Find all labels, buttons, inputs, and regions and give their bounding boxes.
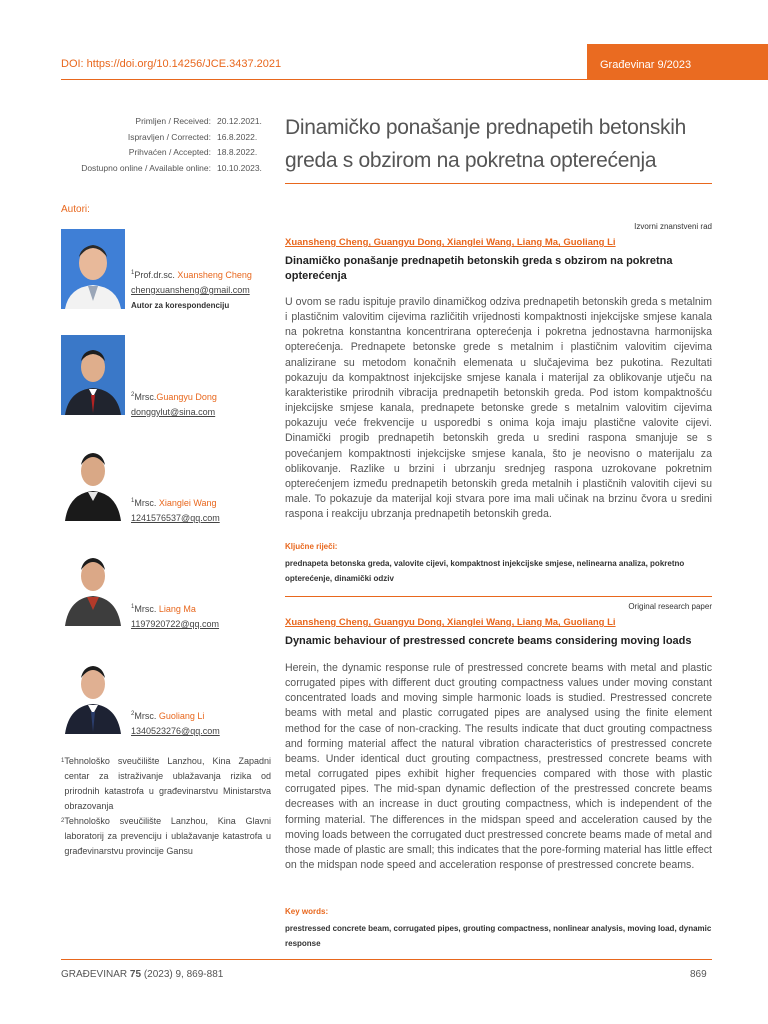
keywords-en: prestressed concrete beam, corrugated pipes, grouting compactness, nonlinear analysis, moving load, dynamic response — [285, 924, 712, 948]
article-type-hr: Izvorni znanstveni rad — [634, 222, 712, 231]
date-corrected: Ispravljen / Corrected: 16.8.2022. — [127, 131, 258, 142]
author-info-5: $^2$Mrsc. Guoliang Li 1340523276@qq.com — [131, 707, 220, 739]
abstract-en: Herein, the dynamic response rule of prestressed concrete beams with metal and plastic corrugated pipes with different duct grouting compactness values under moving constant concentrated loads and moving simple harmonic loads is studied. Prestressed concrete beams with metal and plastic corrugated pipes are analysed using the finite element method for the case of non-cracking. The results indicate that duct grouting compactness and forming material affect the natural vibration characteristics of prestressed concrete beams. Under identical duct grouting compactness, prestressed concrete beams with metal corrugated pipes exhibit higher frequencies compared with those with plastic corrugated pipes. The mid-span dynamic deflection of the prestressed concrete beams decreases with an increase in duct grouting compactness, which is independent of the forming material. The differences in the midspan speed and acceleration caused by the moving loads between the corrugated duct prestressed concrete beams made of metal and those made of plastic are small; this indicates that the pore-forming material has little effect on the midspan node speed and acceleration response of prestressed concrete beams. — [285, 662, 712, 872]
author-name: Guoliang Li — [158, 711, 205, 721]
section-divider — [285, 596, 712, 597]
keywords-heading-en: Key words: — [285, 907, 329, 916]
author-name: Guangyu Dong — [156, 392, 217, 402]
author-name: Liang Ma — [158, 604, 196, 614]
author-info-1: $^1$Prof.dr.sc. Xuansheng Cheng chengxuansheng@gmail.com Autor za korespondenciju — [131, 266, 252, 313]
journal-issue-tab: Građevinar 9/2023 — [587, 44, 768, 80]
author-email[interactable]: chengxuansheng@gmail.com — [131, 285, 250, 295]
author-email[interactable]: 1241576537@qq.com — [131, 513, 220, 523]
affiliation-2: 2 Tehnološko sveučilište Lanzhou, Kina Glavni laboratorij za prevenciju i ublažavanje katastrofa u građevinarstvu provincije Gansu — [61, 816, 271, 856]
date-online: Dostupno online / Available online: 10.10.2023. — [81, 162, 262, 173]
authors-line-hr[interactable]: Xuansheng Cheng, Guangyu Dong, Xianglei Wang, Liang Ma, Guoliang Li — [285, 237, 616, 248]
doi-link[interactable]: DOI: https://doi.org/10.14256/JCE.3437.2021 — [61, 58, 282, 70]
author-photo-wang — [61, 441, 125, 521]
author-name: Xuansheng Cheng — [177, 270, 252, 280]
corresponding-author-note: Autor za korespondenciju — [131, 301, 230, 310]
footer-divider — [61, 959, 712, 960]
title-divider — [285, 183, 712, 184]
page-title: Dinamičko ponašanje prednapetih betonskih greda s obzirom na pokretna opterećenja — [285, 116, 686, 172]
author-info-3: $^1$Mrsc. Xianglei Wang 1241576537@qq.com — [131, 494, 220, 526]
header-divider — [61, 79, 587, 80]
abstract-hr: U ovom se radu ispituje pravilo dinamičkog odziva prednapetih betonskih greda s metalnim i plastičnim valovitim cijevima različitih vrijednosti kompaktnosti injekcijske smjese kanala na pokretna konstantna koncentrirana opterećenja i pokretna jednostavna harmonijska opterećenja. Prednapete betonske grede s metalnim i plastičnim valovitim cijevima analizirane su metodom konačnih elemenata u slučajevima bez pukotina. Rezultati pokazuju da kompaktnost injekcijske smjese kanala i materijal za oblikovanje utječu na karakteristike prirodnih vibracija prednapetih betonskih greda. Pod istom kompaktnošću injekcijske smjese kanala, prednapete betonske grede s metalnim valovitim cijevima pokazuju veće frekvencije u usporedbi s onima koja imaju plastične valovite cijevi. Dinamički progib prednapetih betonskih greda u sredini raspona smanjuje se s povećanjem kompaktnosti injekcijske smjese kanala, što je neovisno o materijalu za oblikovanje. Razlike u brzini i ubrzanju srednjeg raspona uzrokovane pokretnim opterećenjem između prednapetih betonskih greda metalnih i plastičnih valovitih cijevi su male. To pokazuje da materijal koji stvara pore ima mali učinak na brzinu čvora u sredini raspona i reakciju ubrzanja prednapetih betonskih greda. — [285, 296, 712, 521]
author-email[interactable]: 1340523276@qq.com — [131, 726, 220, 736]
date-accepted: Prihvaćen / Accepted: 18.8.2022. — [128, 147, 258, 157]
author-photo-ma — [61, 546, 125, 626]
article-title-en: Dynamic behaviour of prestressed concrete beams considering moving loads — [285, 635, 692, 647]
author-info-4: $^1$Mrsc. Liang Ma 1197920722@qq.com — [131, 600, 219, 632]
footer-citation: GRAĐEVINAR 75 (2023) 9, 869-881 — [61, 969, 224, 980]
author-email[interactable]: donggylut@sina.com — [131, 407, 216, 417]
keywords-heading-hr: Ključne riječi: — [285, 542, 338, 551]
authors-line-en[interactable]: Xuansheng Cheng, Guangyu Dong, Xianglei Wang, Liang Ma, Guoliang Li — [285, 617, 616, 628]
article-title-hr: Dinamičko ponašanje prednapetih betonskih greda s obzirom na pokretna opterećenja — [285, 255, 673, 282]
author-photo-cheng — [61, 229, 125, 309]
author-name: Xianglei Wang — [158, 498, 217, 508]
affiliations — [61, 754, 271, 859]
author-email[interactable]: 1197920722@qq.com — [131, 619, 220, 629]
author-photo-dong — [61, 335, 125, 415]
date-received: Primljen / Received: 20.12.2021. — [135, 116, 262, 126]
authors-heading: Autori: — [61, 204, 90, 215]
author-photo-li — [61, 654, 125, 734]
author-info-2: $^2$Mrsc.Guangyu Dong donggylut@sina.com — [131, 388, 217, 420]
article-type-en: Original research paper — [628, 602, 712, 611]
page-number: 869 — [690, 969, 707, 980]
submission-dates — [61, 114, 263, 176]
keywords-hr: prednapeta betonska greda, valovite cijevi, kompaktnost injekcijske smjese, nelinearna analiza, pokretno opterećenje, dinamički odziv — [285, 559, 685, 583]
affiliation-1: 1 Tehnološko sveučilište Lanzhou, Kina Zapadni centar za istraživanje ublažavanja rizika od prirodnih katastrofa u građevinarstvu Ministarstva obrazovanja — [61, 756, 271, 811]
